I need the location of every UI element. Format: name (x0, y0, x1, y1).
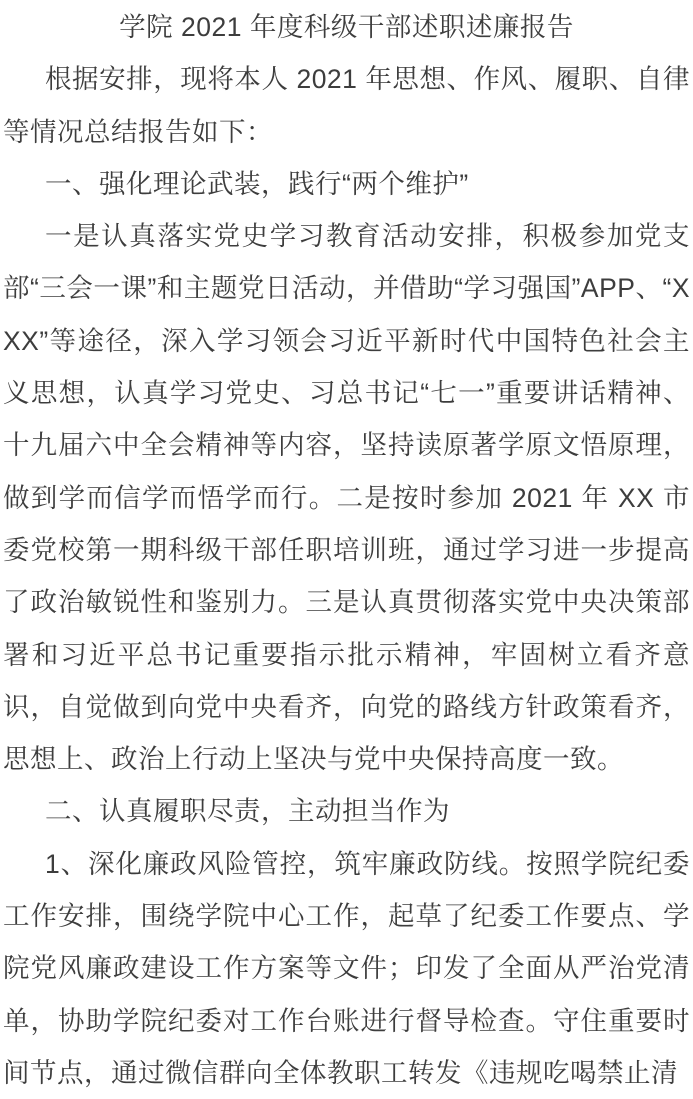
intro-paragraph: 根据安排，现将本人 2021 年思想、作风、履职、自律等情况总结报告如下： (3, 64, 690, 147)
section-2-paragraph: 1、深化廉政风险管控，筑牢廉政防线。按照学院纪委工作安排，围绕学院中心工作，起草了纪委工作要点、学院党风廉政建设工作方案等文件；印发了全面从严治党清单，协助学院纪委对工作台账进行督导检查。守住重要时间节点，通过微信群向全体教职工转发《违规吃喝禁止清 (3, 848, 690, 1088)
section-1-paragraph: 一是认真落实党史学习教育活动安排，积极参加党支部“三会一课”和主题党日活动，并借助“学习强国”APP、“XXX”等途径，深入学习领会习近平新时代中国特色社会主义思想，认真学习党史、习总书记“七一”重要讲话精神、十九届六中全会精神等内容，坚持读原著学原文悟原理，做到学而信学而悟学而行。二是按时参加 2021 年 XX 市委党校第一期科级干部任职培训班，通过学习进一步提高了政治敏锐性和鉴别力。三是认真贯彻落实党中央决策部署和习近平总书记重要指示批示精神，牢固树立看齐意识，自觉做到向党中央看齐，向党的路线方针政策看齐，思想上、政治上行动上坚决与党中央保持高度一致。 (3, 221, 690, 775)
section-1-heading: 一、强化理论武装，践行“两个维护” (45, 168, 469, 199)
section-2-heading: 二、认真履职尽责，主动担当作为 (45, 796, 450, 827)
document-title: 学院 2021 年度科级干部述职述廉报告 (119, 12, 574, 42)
